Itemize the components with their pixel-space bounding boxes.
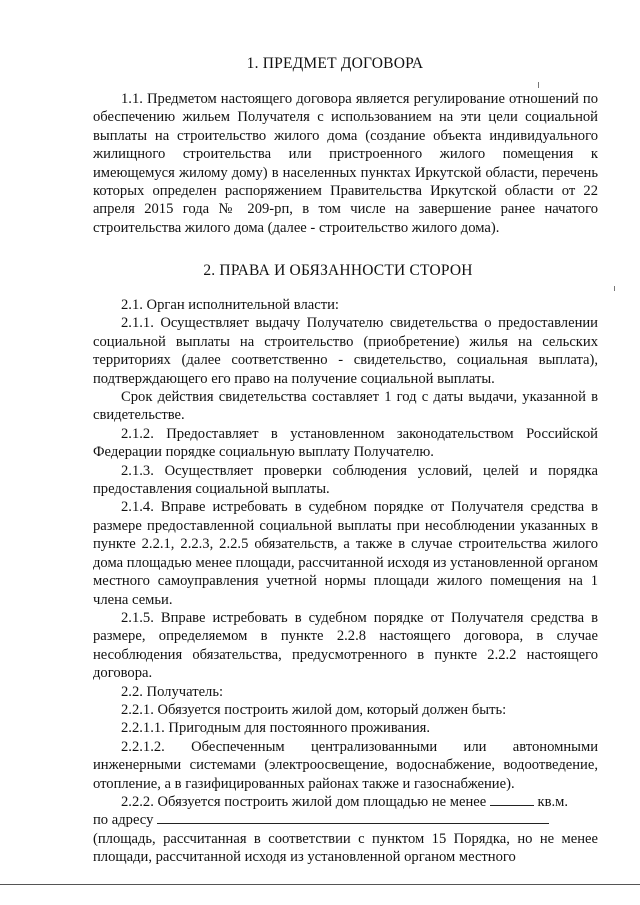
paragraph-certificate-term: Срок действия свидетельства составляет 1 год с даты выдачи, указанной в свидетельстве. (93, 389, 598, 424)
section-2-title: 2. ПРАВА И ОБЯЗАННОСТИ СТОРОН (203, 262, 473, 279)
paragraph-2-1-1: 2.1.1. Осуществляет выдачу Получателю свидетельства о предоставлении социальной выплаты на строительство (приобретение) жилья на сельских территориях (далее соответственно - свидетельство, социальная выплата), подтверждающего его право на получение социальной выплаты. (93, 315, 598, 387)
address-blank-field[interactable] (157, 811, 549, 824)
section-1-body (93, 90, 598, 237)
area-clause-text: 2.2.2. Обязуется построить жилой дом площадью не менее (121, 793, 487, 810)
paragraph-2-2-1: 2.2.1. Обязуется построить жилой дом, который должен быть: (121, 701, 507, 718)
section-2-body (93, 296, 598, 867)
paragraph-2-1-5: 2.1.5. Вправе истребовать в судебном порядке от Получателя средства в размере, определяемом в пункте 2.2.8 настоящего договора, в случае несоблюдения обязательства, предусмотренного в пункте 2.2.2 настоящего договора. (93, 609, 598, 682)
area-unit: кв.м. (537, 793, 569, 810)
paragraph-2-2: 2.2. Получатель: (121, 683, 224, 700)
paragraph-1-1: 1.1. Предметом настоящего договора является регулирование отношений по обеспечению жильем Получателя с использованием на эти цели социальной выплаты на строительство жилого дома (создание объекта индивидуального жилищного строительства или пристроенного жилого помещения к имеющемуся жилому дому) в населенных пунктах Иркутской области, перечень которых определен распоряжением Правительства Иркутской области от 22 апреля 2015 года № 209-рп, в том числе на завершение ранее начатого строительства жилого дома (далее - строительство жилого дома). (93, 91, 598, 236)
paragraph-2-1-4: 2.1.4. Вправе истребовать в судебном порядке от Получателя средства в размере предоставленной социальной выплаты при несоблюдении указанных в пункте 2.2.1, 2.2.3, 2.2.5 обязательств, а также в случае строительства жилого дома площадью менее площади, рассчитанной исходя из установленной органом местного самоуправления учетной нормы площади жилого помещения на 1 члена семьи. (93, 499, 598, 608)
paragraph-area-note: (площадь, рассчитанная в соответствии с пунктом 15 Порядка, но не менее площади, рассчитанной исходя из установленной органом местного (93, 830, 598, 866)
paragraph-2-2-1-2: 2.2.1.2. Обеспеченным централизованными или автономными инженерными системами (электроосвещение, водоснабжение, водоотведение, отопление, а в газифицированных районах также и газоснабжение). (93, 738, 598, 792)
section-1-title: 1. ПРЕДМЕТ ДОГОВОРА (246, 55, 424, 72)
page-bottom-rule (0, 884, 640, 885)
paragraph-2-1: 2.1. Орган исполнительной власти: (121, 297, 339, 313)
address-label: по адресу (93, 812, 154, 829)
paragraph-2-1-2: 2.1.2. Предоставляет в установленном законодательством Российской Федерации порядке социальную выплату Получателю. (93, 425, 598, 461)
area-blank-field[interactable] (490, 793, 534, 806)
address-line (93, 811, 598, 829)
scan-mark (538, 82, 539, 88)
scan-mark (614, 286, 615, 291)
paragraph-2-2-2 (93, 793, 598, 811)
paragraph-2-1-3: 2.1.3. Осуществляет проверки соблюдения условий, целей и порядка предоставления социальной выплаты. (93, 462, 598, 498)
paragraph-2-2-1-1: 2.2.1.1. Пригодным для постоянного проживания. (121, 720, 431, 737)
